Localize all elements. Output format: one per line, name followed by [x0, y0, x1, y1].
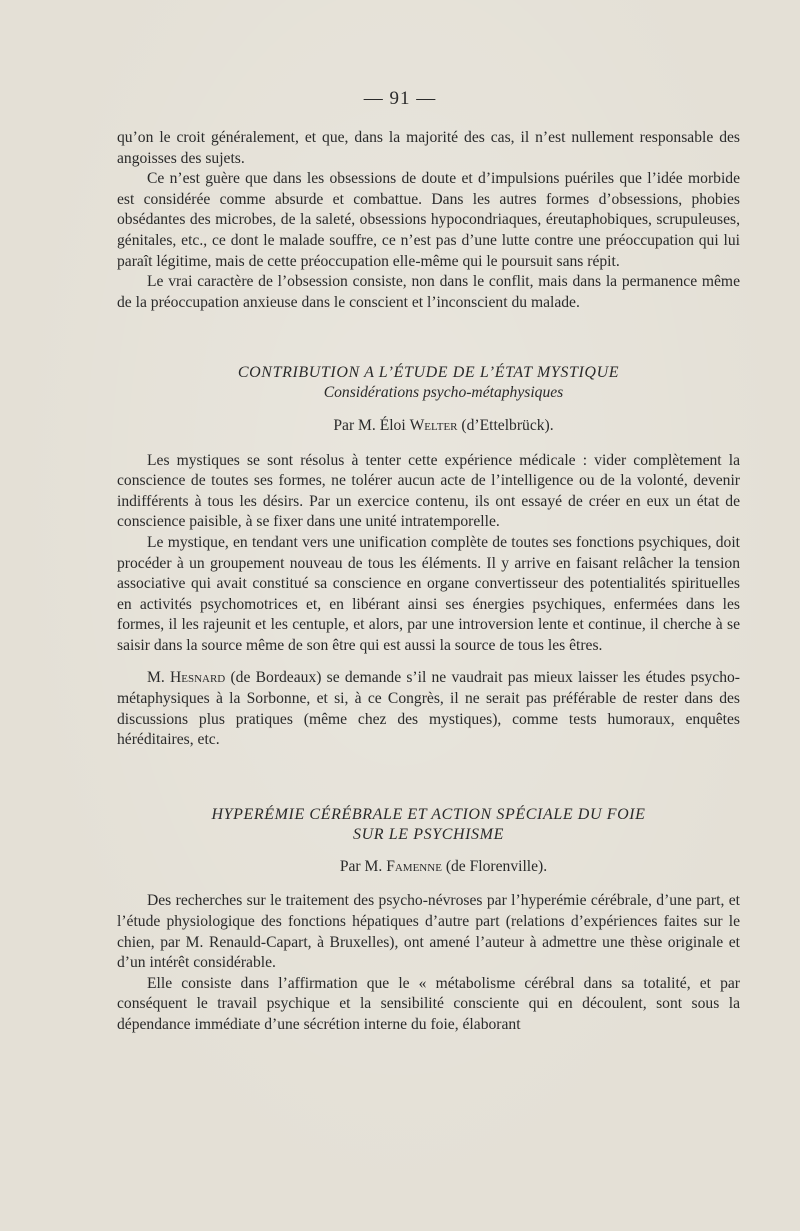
- section1-paragraph-2: Le mystique, en tendant vers une unification complète de toutes ses fonctions psychiques, doit procéder à un groupement nouveau de tous les éléments. Il y arrive en faisant relâcher la tension associative qui avait constitué sa conscience en organe convertisseur des potentialités spirituelles en activités psychomotrices et, en libérant ainsi ses énergies psychiques, enfermées dans les formes, il les rajeunit et les centuple, et alors, par une introversion lente et continue, il cherche à se saisir dans la source même de son être qui est aussi la source de tous les êtres.: [117, 533, 740, 654]
- section2-title-line-2: SUR LE PSYCHISME: [353, 825, 504, 843]
- author-name: Famenne: [386, 857, 442, 875]
- byline-suffix: (de Florenville).: [441, 857, 548, 875]
- intro-paragraph-2: Ce n’est guère que dans les obsessions de doute et d’impulsions puériles que l’idée morbide est considérée comme absurde et combattue. Dans les autres formes d’obsessions, phobies obsédantes des microbes, de la saleté, obsessions hypocondriaques, éreutaphobiques, scrupuleuses, génitales, etc., ce dont le malade souffre, ce n’est pas d’une lutte contre une préoccupation qui lui paraît légitime, mais de cette préoccupation elle-même qui le poursuit sans répit.: [117, 170, 740, 270]
- section2-paragraph-2: Elle consiste dans l’affirmation que le « métabolisme cérébral dans sa totalité, et par conséquent le travail psychique et la sensibilité consciente qui en découlent, sont sous la dépendance immédiate d’une sécrétion interne du foie, élaborant: [117, 974, 740, 1033]
- discussion-text: (de Bordeaux) se demande s’il ne vaudrait pas mieux laisser les études psycho-métaphysiques à la Sorbonne, et si, à ce Congrès, il ne serait pas préférable de rester dans des discussions plus pratiques (même chez des mystiques), comme tests humoraux, enquêtes héréditaires, etc.: [117, 669, 740, 749]
- byline-prefix: Par M.: [339, 857, 387, 875]
- intro-paragraph-3: Le vrai caractère de l’obsession consiste, non dans le conflit, mais dans la permanence même de la préoccupation anxieuse dans le conscient et l’inconscient du malade.: [117, 273, 740, 311]
- discussant-name: Hesnard: [169, 669, 226, 687]
- page-body: [117, 128, 740, 1036]
- byline-suffix: (d’Ettelbrück).: [457, 416, 554, 434]
- section1-paragraph-3: [117, 668, 740, 750]
- section2-title-line-1: HYPERÉMIE CÉRÉBRALE ET ACTION SPÉCIALE DU FOIE: [211, 805, 646, 823]
- section2-paragraph-1: Des recherches sur le traitement des psycho-névroses par l’hyperémie cérébrale, d’une part, et l’étude physiologique des fonctions hépatiques d’autre part (relations d’expériences faites sur le chien, par M. Renauld-Capart, à Bruxelles), ont amené l’auteur à admettre une thèse originale et d’un intérêt considérable.: [117, 892, 740, 972]
- section1-title: CONTRIBUTION A L’ÉTUDE DE L’ÉTAT MYSTIQUE: [237, 364, 620, 382]
- section1-paragraph-1: Les mystiques se sont résolus à tenter cette expérience médicale : vider complètement la conscience de toutes ses formes, ne tolérer aucun acte de l’intelligence ou de la volonté, devenir indifférents à tous les désirs. Par un exercice contenu, ils ont essayé de créer en eux un état de conscience paisible, à se fixer dans une unité intratemporelle.: [117, 451, 740, 531]
- section1-byline: [117, 416, 740, 437]
- discussion-prefix: M.: [147, 669, 170, 687]
- section2-byline: [117, 857, 740, 878]
- page-number: — 91 —: [363, 88, 437, 109]
- byline-prefix: Par M. Éloi: [333, 416, 410, 434]
- intro-paragraph-1: qu’on le croit généralement, et que, dans la majorité des cas, il n’est nullement responsable des angoisses des sujets.: [117, 129, 740, 167]
- author-name: Welter: [409, 416, 458, 434]
- section1-subtitle: Considérations psycho-métaphysiques: [323, 384, 564, 402]
